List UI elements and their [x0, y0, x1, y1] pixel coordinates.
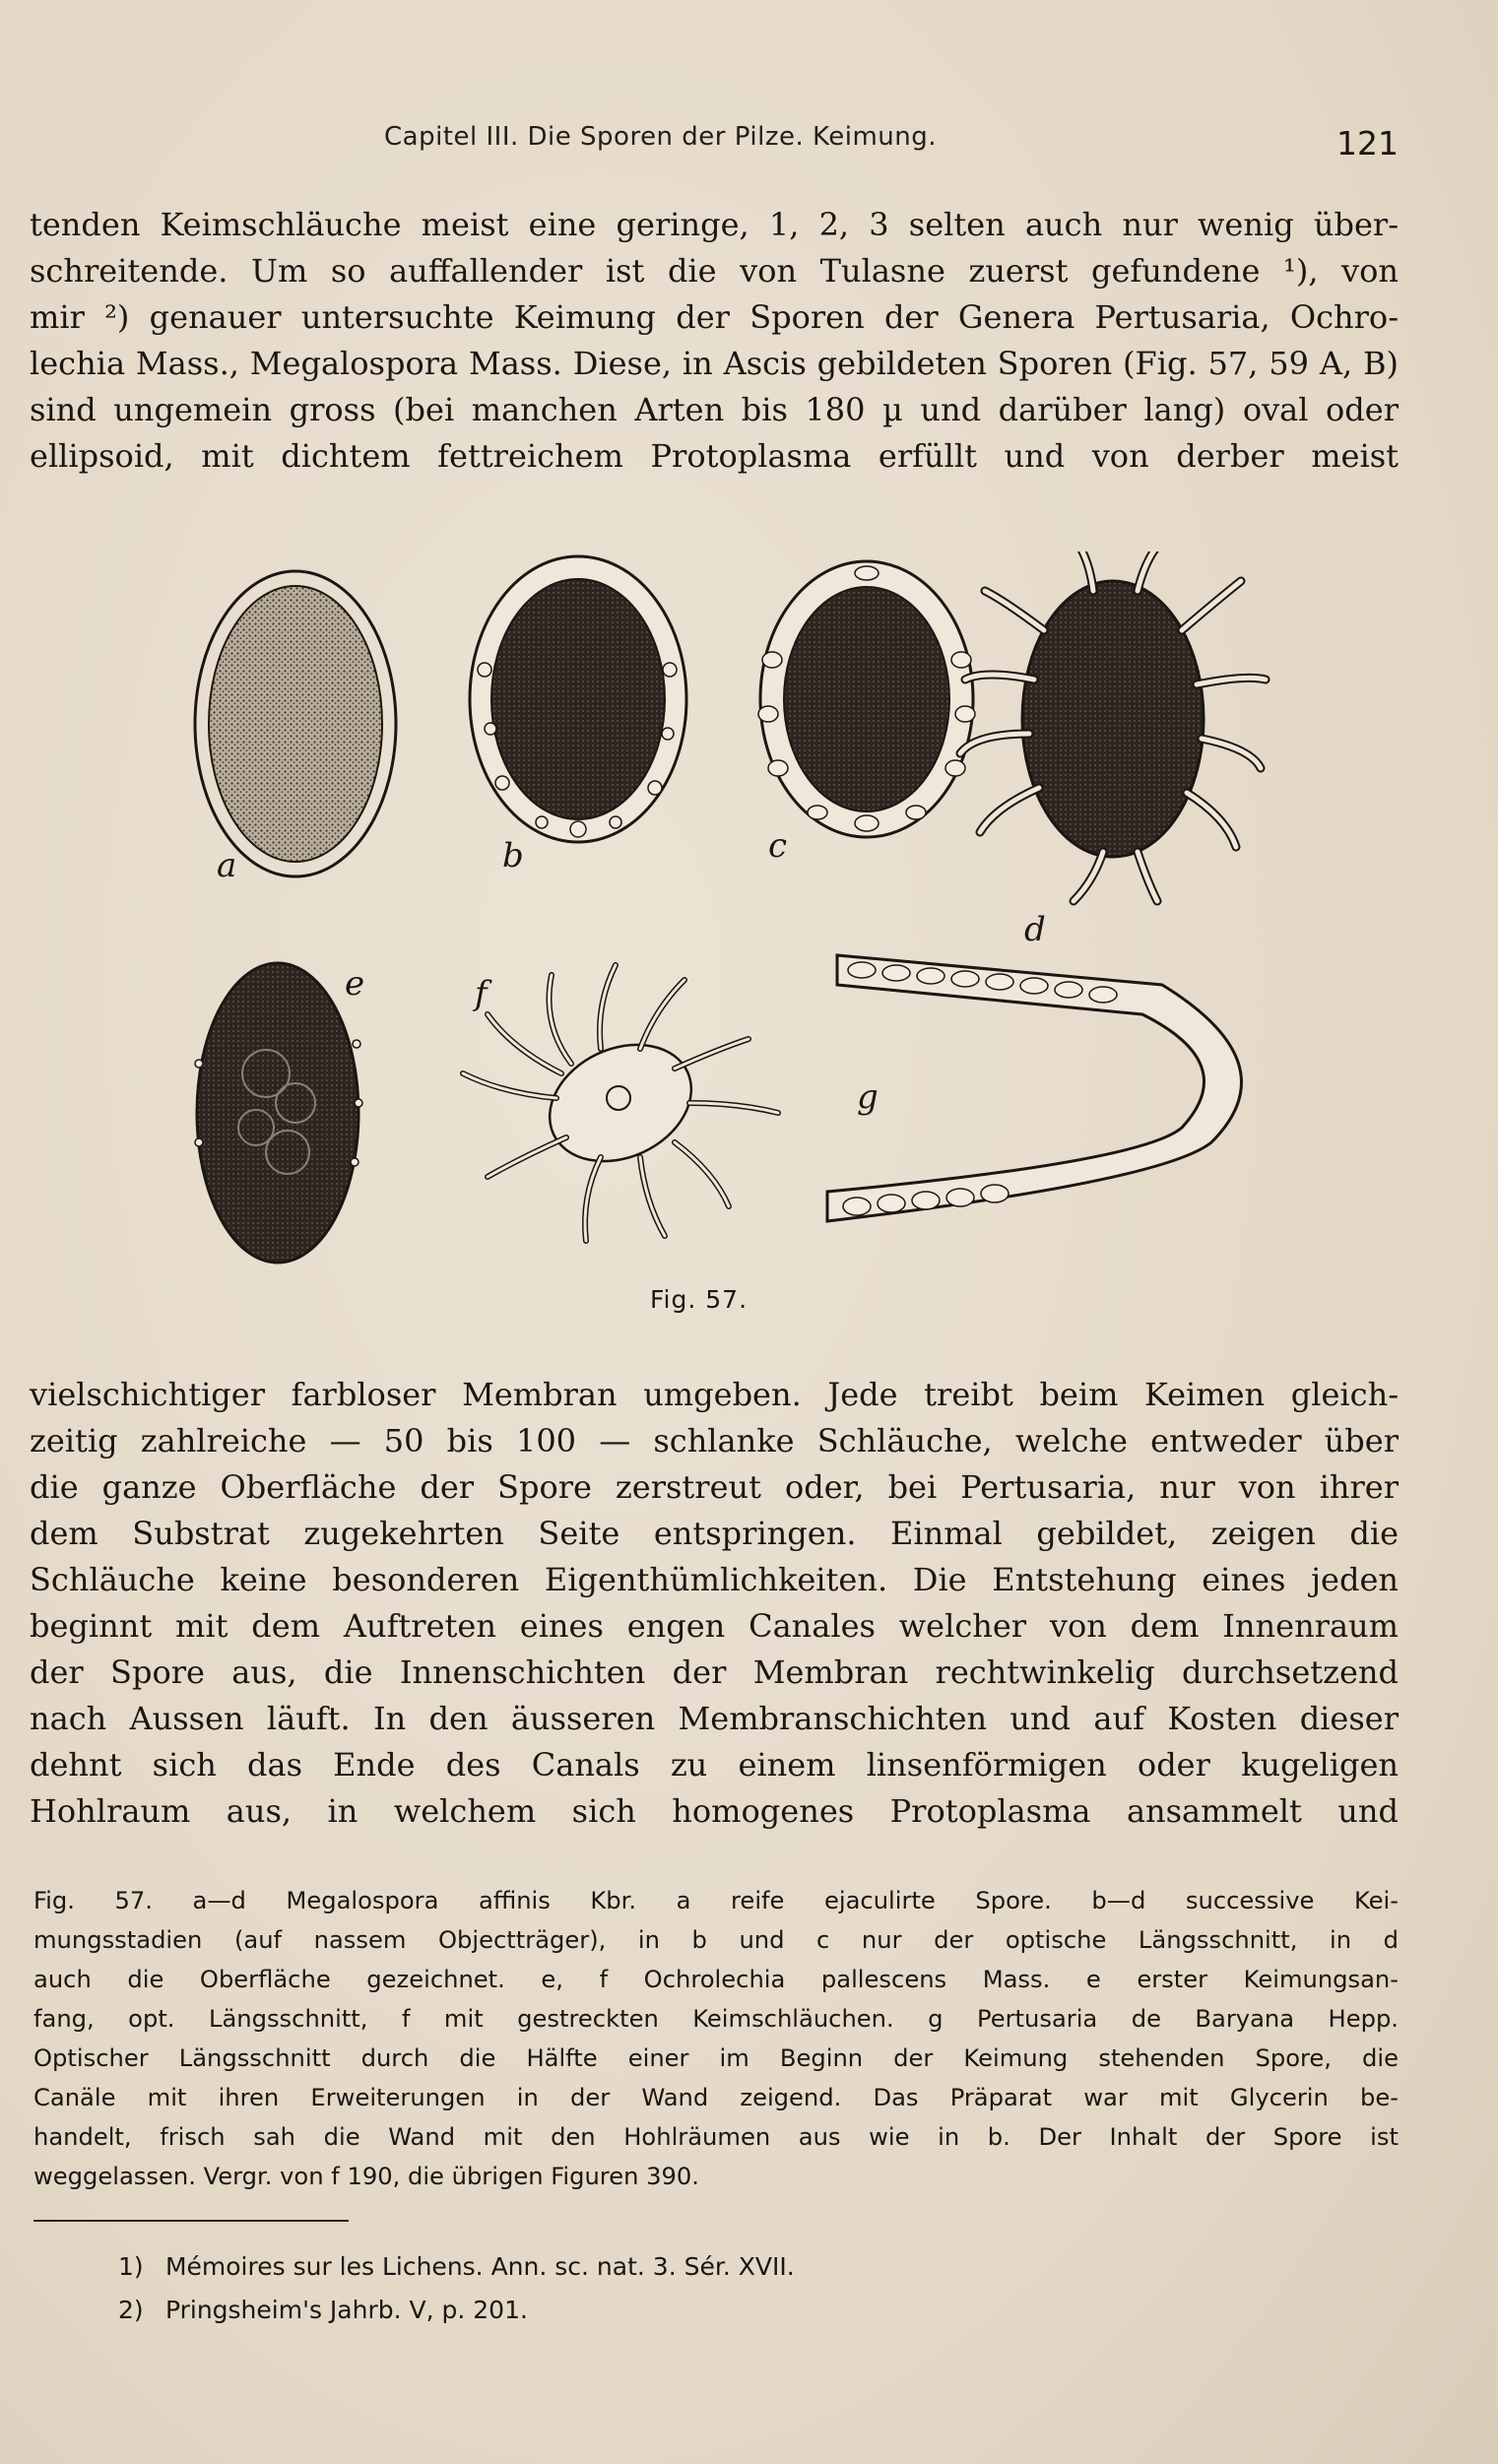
spore-g-section — [827, 955, 1241, 1221]
text-line: vielschichtiger farbloser Membran umgeben. Jede treibt beim Keimen gleich- — [30, 1376, 1399, 1413]
caption-line: Canäle mit ihren Erweiterungen in der Wand zeigend. Das Präparat war mit Glycerin be- — [33, 2084, 1399, 2111]
footnote-2 — [118, 2289, 795, 2332]
figure-label-c: c — [768, 826, 788, 866]
caption-line: weggelassen. Vergr. von f 190, die übrigen Figuren 390. — [33, 2163, 699, 2190]
caption-line: mungsstadien (auf nassem Objectträger), in b und c nur der optische Längsschnitt, in d — [33, 1926, 1399, 1954]
footnote-text: Mémoires sur les Lichens. Ann. sc. nat. 3. Sér. XVII. — [164, 2252, 795, 2281]
running-title: Capitel III. Die Sporen der Pilze. Keimung. — [384, 122, 938, 152]
caption-line: Optischer Längsschnitt durch die Hälfte einer im Beginn der Keimung stehenden Spore, die — [33, 2044, 1399, 2072]
caption-line: Fig. 57. a—d Megalospora affinis Kbr. a reife ejaculirte Spore. b—d successive Kei- — [33, 1887, 1399, 1914]
page-number: 121 — [1336, 124, 1399, 162]
text-line: tenden Keimschläuche meist eine geringe, 1, 2, 3 selten auch nur wenig über- — [30, 206, 1399, 243]
text-line: lechia Mass., Megalospora Mass. Diese, in Ascis gebildeten Sporen (Fig. 57, 59 A, B) — [30, 345, 1399, 382]
spore-b — [470, 556, 686, 875]
spore-d — [960, 551, 1266, 949]
figure-57-illustration — [177, 551, 1280, 1300]
spore-drawings — [177, 551, 1280, 1300]
spore-e — [195, 963, 364, 1263]
paragraph-bottom — [30, 1372, 1399, 1835]
figure-label-b: b — [502, 836, 524, 875]
caption-line: auch die Oberfläche gezeichnet. e, f Ochrolechia pallescens Mass. e erster Keimungsan- — [33, 1966, 1399, 1993]
figure-label-d: d — [1024, 910, 1046, 949]
figure-label-g: g — [857, 1077, 879, 1117]
text-line: Hohlraum aus, in welchem sich homogenes Protoplasma ansammelt und — [30, 1792, 1399, 1830]
text-line: mir ²) genauer untersuchte Keimung der Sporen der Genera Pertusaria, Ochro- — [30, 298, 1399, 336]
text-line: nach Aussen läuft. In den äusseren Membranschichten und auf Kosten dieser — [30, 1700, 1399, 1737]
spore-c — [758, 561, 975, 866]
figure-label-f: f — [475, 974, 488, 1013]
figure-caption-label: Fig. 57. — [650, 1285, 749, 1314]
text-line: ellipsoid, mit dichtem fettreichem Protoplasma erfüllt und von derber meist — [30, 437, 1399, 475]
text-line: schreitende. Um so auffallender ist die von Tulasne zuerst gefundene ¹), von — [30, 252, 1399, 290]
footnotes — [118, 2245, 795, 2332]
figure-caption — [33, 1881, 1399, 2196]
caption-line: handelt, frisch sah die Wand mit den Hohlräumen aus wie in b. Der Inhalt der Spore ist — [33, 2123, 1399, 2151]
text-line: Schläuche keine besonderen Eigenthümlichkeiten. Die Entstehung eines jeden — [30, 1561, 1399, 1598]
text-line: die ganze Oberfläche der Spore zerstreut oder, bei Pertusaria, nur von ihrer — [30, 1468, 1399, 1506]
text-line: dem Substrat zugekehrten Seite entspringen. Einmal gebildet, zeigen die — [30, 1515, 1399, 1552]
page-header — [30, 118, 1399, 167]
footnote-number: 2) — [118, 2296, 144, 2324]
footnote-number: 1) — [118, 2252, 144, 2281]
text-line: sind ungemein gross (bei manchen Arten bis 180 µ und darüber lang) oval oder — [30, 391, 1399, 428]
spore-f — [463, 965, 778, 1241]
caption-line: fang, opt. Längsschnitt, f mit gestreckten Keimschläuchen. g Pertusaria de Baryana Hepp. — [33, 2005, 1399, 2033]
figure-label-a: a — [217, 846, 237, 885]
text-line: der Spore aus, die Innenschichten der Membran rechtwinkelig durchsetzend — [30, 1653, 1399, 1691]
text-line: dehnt sich das Ende des Canals zu einem linsenförmigen oder kugeligen — [30, 1746, 1399, 1783]
figure-label-e: e — [345, 964, 365, 1004]
text-line: zeitig zahlreiche — 50 bis 100 — schlanke Schläuche, welche entweder über — [30, 1422, 1399, 1459]
footnote-text: Pringsheim's Jahrb. V, p. 201. — [164, 2296, 528, 2324]
footnote-1 — [118, 2245, 795, 2289]
footnote-divider — [33, 2220, 349, 2222]
spore-a — [195, 571, 396, 885]
paragraph-top — [30, 202, 1399, 480]
text-line: beginnt mit dem Auftreten eines engen Canales welcher von dem Innenraum — [30, 1607, 1399, 1645]
